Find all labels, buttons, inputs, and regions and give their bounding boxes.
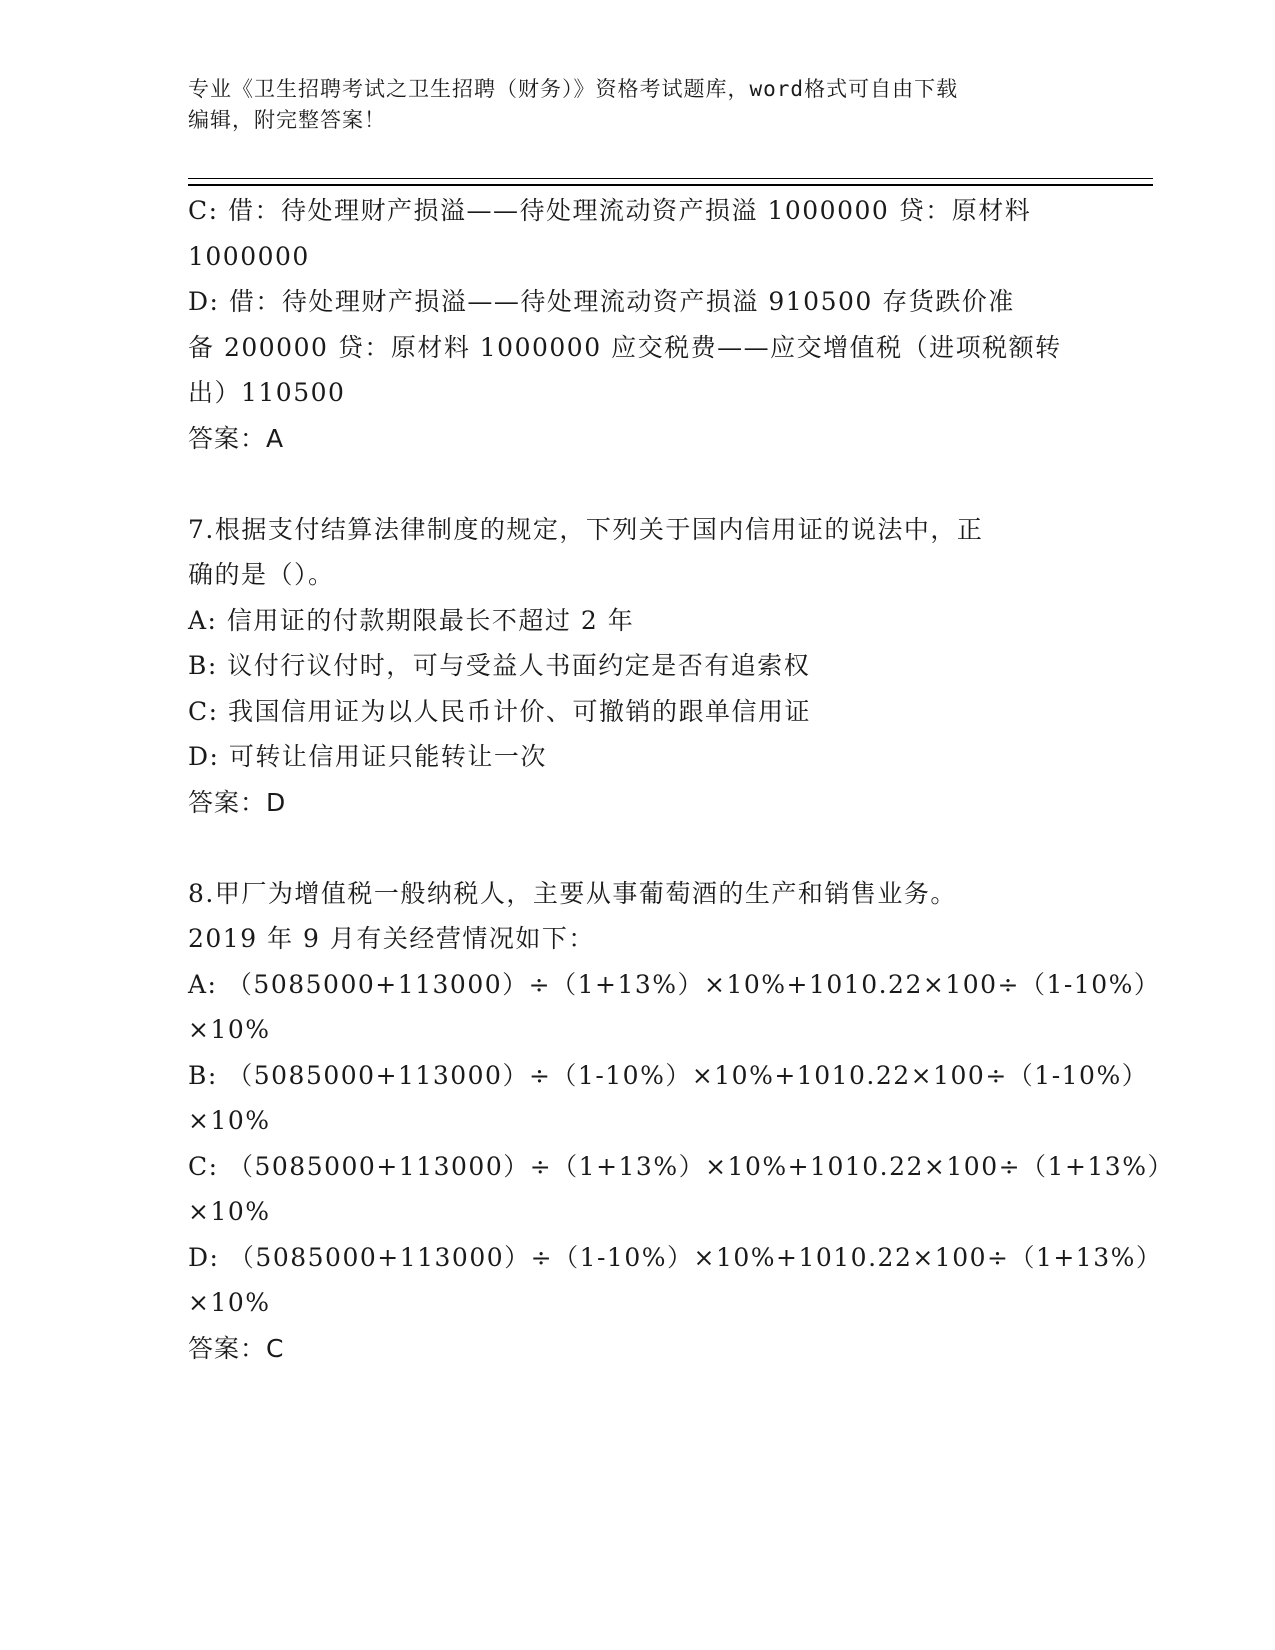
option-d-line-2: 备 200000 贷：原材料 1000000 应交税费——应交增值税（进项税额转 bbox=[188, 332, 1062, 362]
question-8-option-a-line-2: ×10% bbox=[188, 1015, 271, 1044]
header-line-2: 编辑，附完整答案！ bbox=[188, 108, 386, 132]
option-d-line-1: D: 借：待处理财产损溢——待处理流动资产损溢 910500 存货跌价准 bbox=[188, 287, 1015, 316]
question-7-option-a: A: 信用证的付款期限最长不超过 2 年 bbox=[188, 605, 635, 635]
question-8-stem-line-2: 2019 年 9 月有关经营情况如下： bbox=[188, 924, 595, 953]
question-8-option-c-line-1: C: （5085000+113000）÷（1+13%）×10%+1010.22×100÷（1+13%） bbox=[188, 1151, 1174, 1181]
question-8-option-d-line-1: D: （5085000+113000）÷（1-10%）×10%+1010.22×100÷（1+13%） bbox=[188, 1242, 1163, 1272]
question-7-option-c: C: 我国信用证为以人民币计价、可撤销的跟单信用证 bbox=[188, 696, 812, 726]
answer-7: 答案：D bbox=[188, 787, 287, 817]
question-8-option-b-line-2: ×10% bbox=[188, 1106, 271, 1135]
question-7-option-b: B: 议付行议付时，可与受益人书面约定是否有追索权 bbox=[188, 651, 811, 680]
question-8 bbox=[188, 871, 1174, 1372]
question-8-option-b-line-1: B: （5085000+113000）÷（1-10%）×10%+1010.22×100÷（1-10%） bbox=[188, 1060, 1149, 1090]
option-c-line-1: C: 借：待处理财产损溢——待处理流动资产损溢 1000000 贷：原材料 bbox=[188, 196, 1032, 225]
question-7-option-d: D: 可转让信用证只能转让一次 bbox=[188, 742, 547, 771]
question-8-option-c-line-2: ×10% bbox=[188, 1197, 271, 1226]
document-header bbox=[188, 74, 1088, 136]
document-body bbox=[188, 188, 1174, 1371]
spacer bbox=[188, 825, 1088, 871]
question-7-stem-line-2: 确的是（）。 bbox=[188, 560, 335, 589]
question-6-tail bbox=[188, 188, 1088, 461]
question-8-option-d-line-2: ×10% bbox=[188, 1288, 271, 1317]
option-c-line-2: 1000000 bbox=[188, 241, 310, 271]
question-7 bbox=[188, 507, 1088, 826]
answer-6: 答案：A bbox=[188, 423, 285, 453]
question-8-stem-line-1: 8.甲厂为增值税一般纳税人，主要从事葡萄酒的生产和销售业务。 bbox=[188, 878, 957, 908]
header-line-1: 专业《卫生招聘考试之卫生招聘（财务）》资格考试题库，word格式可自由下载 bbox=[188, 77, 959, 101]
spacer bbox=[188, 461, 1088, 507]
option-d-line-3: 出）110500 bbox=[188, 378, 346, 407]
header-divider bbox=[188, 178, 1153, 186]
answer-8: 答案：C bbox=[188, 1333, 285, 1363]
question-7-stem-line-1: 7.根据支付结算法律制度的规定，下列关于国内信用证的说法中，正 bbox=[188, 514, 984, 544]
question-8-option-a-line-1: A: （5085000+113000）÷（1+13%）×10%+1010.22×100÷（1-10%） bbox=[188, 969, 1161, 999]
